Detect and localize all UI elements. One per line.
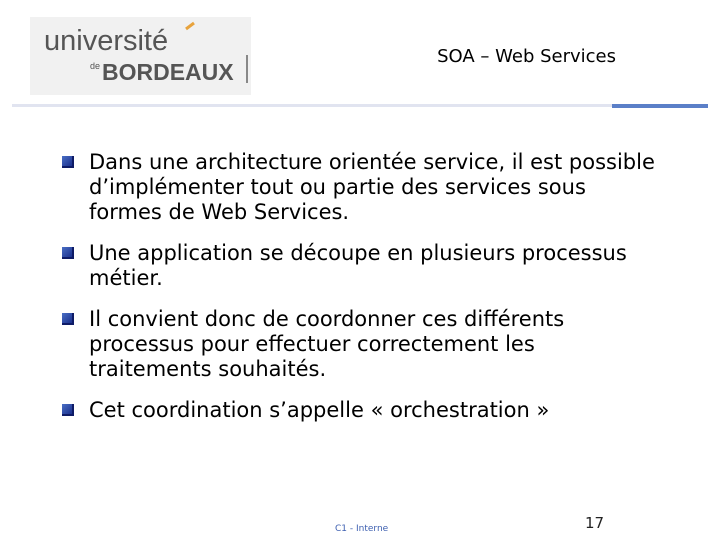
slide-title: SOA – Web Services: [437, 46, 616, 67]
bullet-item: [62, 241, 662, 291]
bullet-item: [62, 398, 662, 423]
bullet-text: Il convient donc de coordonner ces différents processus pour effectuer correctement les traitements souhaités.: [89, 307, 565, 381]
footer-classification-label: C1 - Interne: [335, 524, 389, 534]
bullet-text: Une application se découpe en plusieurs processus métier.: [89, 241, 627, 290]
bullet-list: [62, 150, 662, 439]
blue-square-bullet-icon: [62, 247, 74, 259]
logo-line2-prefix: de: [90, 61, 101, 71]
bullet-text: Dans une architecture orientée service, il est possible d’implémenter tout ou partie des services sous formes de Web Services.: [89, 150, 655, 224]
blue-square-bullet-icon: [62, 156, 74, 168]
bullet-item: [62, 150, 662, 225]
logo-accent-mark: [186, 23, 194, 29]
logo-line2: BORDEAUX: [102, 59, 234, 85]
universite-bordeaux-logo: [30, 17, 251, 95]
logo-divider: [246, 55, 248, 83]
blue-square-bullet-icon: [62, 313, 74, 325]
header-rule-accent: [612, 104, 708, 108]
bullet-text: Cet coordination s’appelle « orchestration »: [89, 398, 550, 422]
blue-square-bullet-icon: [62, 404, 74, 416]
header-rule: [12, 104, 708, 107]
logo-line1: université: [44, 25, 169, 57]
page-number: 17: [585, 514, 605, 532]
bullet-item: [62, 307, 662, 382]
